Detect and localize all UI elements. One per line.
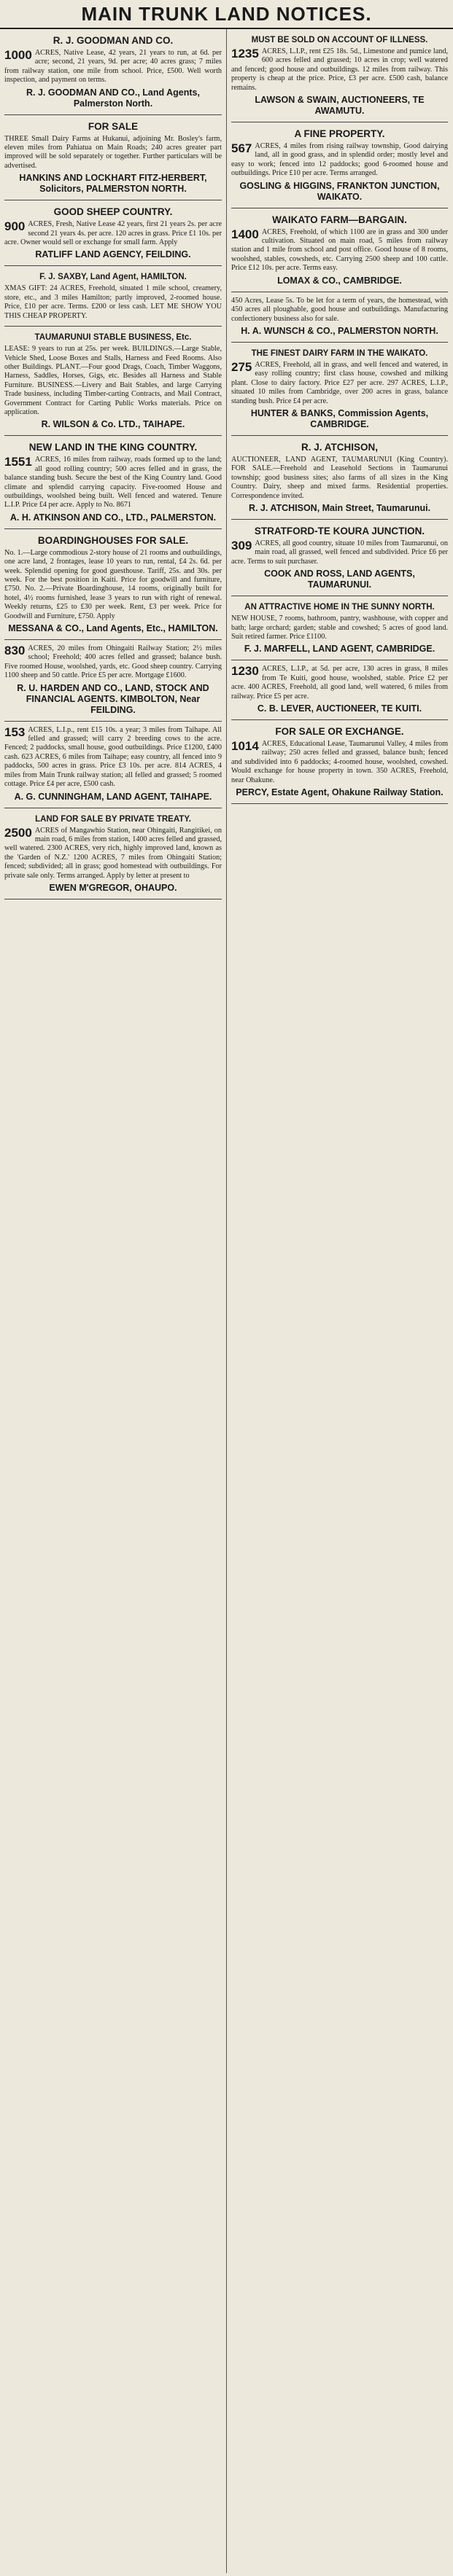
notice-acreage: 1000	[4, 48, 32, 62]
notice-advertiser: F. J. MARFELL, LAND AGENT, CAMBRIDGE.	[244, 644, 435, 655]
notice-advertiser: H. A. WUNSCH & CO., PALMERSTON NORTH.	[241, 325, 438, 336]
notice-text: THREE Small Dairy Farms at Hukanui, adjoining Mr. Bosley's farm, eleven miles from Pahiatua on Main Roads; 240 acres greater part improved will be sold separately or together. Further particulars will be advertised.	[4, 134, 222, 170]
notice-text: ACRES of Mangawhio Station, near Ohingaiti, Rangitikei, on main road, 6 miles from station, 1400 acres felled and grassed, well watered. 2300 ACRES, very rich, highly improved land, known as the 'Garden of N.Z.' 1200 ACRES, 7 miles from Ohingaiti Station; fenced; subdivided; all in grass; good homestead with outbuildings. For private sale only. Terms arranged. Apply by letter at present to	[4, 826, 222, 880]
notice-body	[4, 49, 222, 85]
land-notice	[231, 660, 448, 720]
notice-advertiser: R. J. ATCHISON, Main Street, Taumarunui.	[248, 502, 431, 513]
notice-text: ACRES, 16 miles from railway, roads formed up to the land; all good rolling country; 500 acres felled and in grass, the balance standing bush. Secure the best of the King Country land. Good climate and splendid carrying capacity. Five-roomed House and outbuildings, woolshed being built. Well fenced and watered. Tenure L.I.P. Price £4 per acre. Apply to No. 8671	[4, 456, 222, 510]
land-notice	[4, 327, 222, 436]
notice-text: NEW HOUSE, 7 rooms, bathroom, pantry, washhouse, with copper and bath; large orchard; garden; stable and cowshed; 5 acres of good land. Suit retired farmer. Price £1100.	[231, 614, 448, 641]
notice-acreage: 153	[4, 725, 26, 739]
land-notice	[4, 436, 222, 528]
notice-acreage: 1235	[231, 47, 259, 61]
notice-body	[4, 135, 222, 171]
notice-advertiser: C. B. LEVER, AUCTIONEER, TE KUITI.	[257, 703, 422, 714]
notice-text: 450 Acres, Lease 5s. To be let for a term of years, the homestead, with 450 acres all ploughable, good house and outbuildings. Manufacturing confectionery business also for sale.	[231, 296, 448, 323]
notice-advertiser: PERCY, Estate Agent, Ohakune Railway Station.	[236, 787, 444, 798]
notice-text: ACRES, L.I.p., rent £15 10s. a year; 3 miles from Taihape. All felled and grassed; will carry 2 breeding cows to the acre. Fenced; 2 paddocks, small house, good outbuildings. Price £1200, £400 cash. 623 ACRES, 6 miles from Taihape; easy country, all fenced into 9 paddocks, 500 acres in grass. Price £3 10s. per acre. 814 ACRES, 4 miles from Main Trunk railway station; all felled and grassed; 5 roomed cottage. Price £4 per acre, £500 cash.	[4, 725, 222, 789]
notice-heading: LAND FOR SALE BY PRIVATE TREATY.	[35, 814, 191, 824]
notice-heading: F. J. SAXBY, Land Agent, HAMILTON.	[39, 273, 187, 282]
notice-body	[4, 644, 222, 681]
notice-heading: AN ATTRACTIVE HOME IN THE SUNNY NORTH.	[244, 603, 435, 612]
masthead: MAIN TRUNK LAND NOTICES.	[0, 0, 453, 29]
notice-advertiser: RATLIFF LAND AGENCY, FEILDING.	[35, 249, 191, 260]
notice-acreage: 275	[231, 359, 252, 374]
notice-heading: GOOD SHEEP COUNTRY.	[53, 206, 173, 218]
notice-text: ACRES, Educational Lease, Taumarunui Valley, 4 miles from railway; 250 acres felled and grassed, balance bush; fenced and subdivided into 6 paddocks; 4-roomed house, woolshed, cowshed. Would exchange for house property in town. 350 ACRES, Freehold, near Ohakune.	[231, 740, 448, 784]
land-notice	[4, 115, 222, 201]
land-notice	[4, 722, 222, 808]
notice-text: ACRES, 20 miles from Ohingaiti Railway Station; 2½ miles school; Freehold; 400 acres felled and grassed; balance bush. Five roomed House, woolshed, yards, etc. Good sheep country. Carrying 1100 sheep and 50 cattle. Price £5 per acre. Mortgage £1600.	[4, 644, 222, 680]
notice-body	[4, 220, 222, 247]
land-notice	[231, 29, 448, 122]
notice-acreage: 1230	[231, 664, 259, 679]
notice-body	[231, 142, 448, 179]
notice-text: XMAS GIFT: 24 ACRES, Freehold, situated 1 mile school, creamery, store, etc., and 3 miles Hamilton; partly improved, 2-roomed house. Price, £10 per acre. Terms. £200 or less cash. LET ME SHOW YOU THIS CHEAP PROPERTY.	[4, 284, 222, 320]
notice-text: No. 1.—Large commodious 2-story house of 21 rooms and outbuildings, one acre land, 2 frontages, lease 10 years to run, rental, £4 2s. 6d. per week. Splendid opening for good guesthouse. Tariff, 25s. and 30s. per week. For the best position in Kaiti. Price for goodwill and furniture, £750. No. 2.—Private Boardinghouse, 14 rooms, originally built for hotel, 4½ rooms furnished, lease 3 years to run with right of renewal. Weekly returns, £25 to £30 per week. Rent, £3 per week. Price for Goodwill and Furniture, £750. Apply	[4, 548, 222, 620]
notice-acreage: 2500	[4, 825, 32, 840]
notice-heading: TAUMARUNUI STABLE BUSINESS, Etc.	[34, 333, 192, 343]
notice-advertiser: GOSLING & HIGGINS, FRANKTON JUNCTION, WAIKATO.	[239, 180, 440, 202]
notice-acreage: 309	[231, 538, 252, 553]
notice-body	[231, 47, 448, 93]
notice-text: ACRES, L.I.P., rent £25 18s. 5d., Limestone and pumice land, 600 acres felled and grassed; 10 acres in crop; well watered and fenced; good house and outbuildings. 12 miles from railway. This property is cheap at the price. Price, £3 per acre. £500 cash, balance remains.	[231, 47, 448, 92]
land-notice	[231, 720, 448, 804]
notice-advertiser: LOMAX & CO., CAMBRIDGE.	[277, 275, 402, 286]
notice-body	[231, 297, 448, 324]
notice-text: ACRES, 4 miles from rising railway township, Good dairying land, all in good grass, and in splendid order; mostly level and easy to work; fenced into 12 paddocks; good 6-roomed house and outbuildings. Price £10 per acre. Terms arranged.	[231, 142, 448, 178]
notice-acreage: 830	[4, 644, 26, 658]
notice-heading: R. J. ATCHISON,	[301, 441, 378, 453]
notice-body	[231, 228, 448, 273]
columns	[0, 29, 453, 2573]
land-notice	[4, 266, 222, 327]
notice-advertiser: HANKINS AND LOCKHART FITZ-HERBERT, Solicitors, PALMERSTON NORTH.	[19, 173, 207, 195]
notice-body	[4, 284, 222, 321]
land-notice	[231, 596, 448, 660]
land-notice	[4, 529, 222, 640]
land-notice	[4, 808, 222, 899]
notice-advertiser: A. H. ATKINSON AND CO., LTD., PALMERSTON.	[9, 512, 217, 523]
land-notice	[4, 640, 222, 722]
notice-text: ACRES, Freehold, all in grass, and well fenced and watered, in easy rolling country; first class house, cowshed and milking plant. Close to dairy factory. Price £27 per acre. 297 ACRES, L.I.P., situated 10 miles from Cambridge, over 200 acres in grass, balance standing bush. Price £4 per acre.	[231, 360, 448, 405]
notice-advertiser: R. J. GOODMAN AND CO., Land Agents, Palmerston North.	[26, 87, 200, 109]
notice-advertiser: COOK AND ROSS, LAND AGENTS, TAUMARUNUI.	[264, 569, 415, 590]
notice-body	[4, 456, 222, 510]
notice-advertiser: EWEN M'GREGOR, OHAUPO.	[49, 882, 177, 893]
land-notice	[231, 208, 448, 292]
land-notice	[231, 520, 448, 596]
notice-body	[231, 361, 448, 406]
right-column	[226, 29, 452, 2573]
notice-body	[4, 345, 222, 417]
notice-heading: BOARDINGHOUSES FOR SALE.	[37, 534, 189, 546]
land-notice	[4, 200, 222, 266]
notice-advertiser: R. U. HARDEN AND CO., LAND, STOCK AND FINANCIAL AGENTS. KIMBOLTON, Near FEILDING.	[17, 682, 209, 715]
notice-text: ACRES, L.I.P., at 5d. per acre, 130 acres in grass, 8 miles from Te Kuiti, good house, woolshed, stable. Price £2 per acre. 400 ACRES, Freehold, all good land, well watered, 6 miles from railway. Price £5 per acre.	[231, 665, 448, 700]
notice-heading: THE FINEST DAIRY FARM IN THE WAIKATO.	[251, 348, 428, 358]
notice-acreage: 900	[4, 219, 26, 234]
notice-heading: FOR SALE	[88, 120, 139, 132]
notice-acreage: 1551	[4, 455, 32, 469]
land-notice	[4, 29, 222, 115]
notice-text: LEASE: 9 years to run at 25s. per week. BUILDINGS.—Large Stable, Vehicle Shed, Loose Boxes and Stalls, Harness and Feed Rooms. Also other Buildings. PLANT.—Four good Drags, Coach, Timber Waggons, Harness, Saddles, Horses, Gigs, etc. Besides all Harness and Stable Furniture. BUSINESS.—Livery and Bait Stables, and large Carrying Trade business, including Timber-carting Contracts, and Mail Contract, Government Contract for Carting Public Works materials. Price on application.	[4, 345, 222, 416]
notice-text: AUCTIONEER, LAND AGENT, TAUMARUNUI (King Country). FOR SALE.—Freehold and Leasehold Sections in Taumarunui township; good business sites; also farms of all sizes in the King Country. Dairy, sheep and mixed farms. Residential properties. Correspondence invited.	[231, 455, 448, 500]
notice-advertiser: A. G. CUNNINGHAM, LAND AGENT, TAIHAPE.	[14, 791, 212, 802]
notice-text: ACRES, Native Lease, 42 years, 21 years to run, at 6d. per acre; second, 21 years, 9d. per acre; 40 acres grass; 7 miles from railway station, one mile from school. Price, £500. Well worth inspection, and payment on terms.	[4, 49, 222, 85]
notice-body	[231, 539, 448, 566]
notice-heading: WAIKATO FARM—BARGAIN.	[272, 214, 407, 225]
land-notice	[231, 343, 448, 436]
notice-body	[4, 549, 222, 621]
left-column	[0, 29, 226, 2573]
notice-acreage: 1014	[231, 739, 259, 754]
notice-heading: NEW LAND IN THE KING COUNTRY.	[28, 442, 198, 453]
notice-heading: A FINE PROPERTY.	[294, 128, 385, 140]
notice-heading: MUST BE SOLD ON ACCOUNT OF ILLNESS.	[251, 36, 428, 44]
notice-advertiser: LAWSON & SWAIN, AUCTIONEERS, TE AWAMUTU.	[255, 95, 425, 117]
notice-acreage: 1400	[231, 227, 259, 241]
notice-acreage: 567	[231, 141, 252, 156]
notice-advertiser: HUNTER & BANKS, Commission Agents, CAMBRIDGE.	[250, 407, 429, 429]
notice-body	[231, 740, 448, 785]
notice-advertiser: R. WILSON & Co. LTD., TAIHAPE.	[41, 419, 185, 430]
notice-advertiser: MESSANA & CO., Land Agents, Etc., HAMILTON.	[8, 623, 218, 634]
notice-heading: STRATFORD-TE KOURA JUNCTION.	[254, 525, 425, 536]
notice-body	[231, 665, 448, 701]
land-notice	[231, 292, 448, 343]
notice-text: ACRES, all good country, situate 10 miles from Taumarunui, on main road, all grassed, well fenced and subdivided. Price £6 per acre. Terms to suit purchaser.	[231, 539, 448, 566]
notice-body	[4, 726, 222, 789]
notice-text: ACRES, Fresh, Native Lease 42 years, first 21 years 2s. per acre second 21 years 4s. per acre. 120 acres in grass. Price £1 10s. per acre. Owner would sell or exchange for small farm. Apply	[4, 220, 222, 247]
notice-heading: FOR SALE OR EXCHANGE.	[275, 726, 404, 738]
land-notice	[231, 436, 448, 520]
notice-body	[4, 827, 222, 881]
notice-body	[231, 456, 448, 501]
notice-body	[231, 614, 448, 641]
notice-text: ACRES, Freehold, of which 1100 are in grass and 300 under cultivation. Situated on main road, 5 miles from railway station and 1 mile from school and post office. Good house of 8 rooms, woolshed, stables, cowsheds, etc. Carrying 2500 sheep and 100 cattle. Price £12 10s. per acre. Terms easy.	[231, 227, 448, 273]
notice-heading: R. J. GOODMAN AND CO.	[53, 35, 174, 46]
land-notice	[231, 122, 448, 208]
